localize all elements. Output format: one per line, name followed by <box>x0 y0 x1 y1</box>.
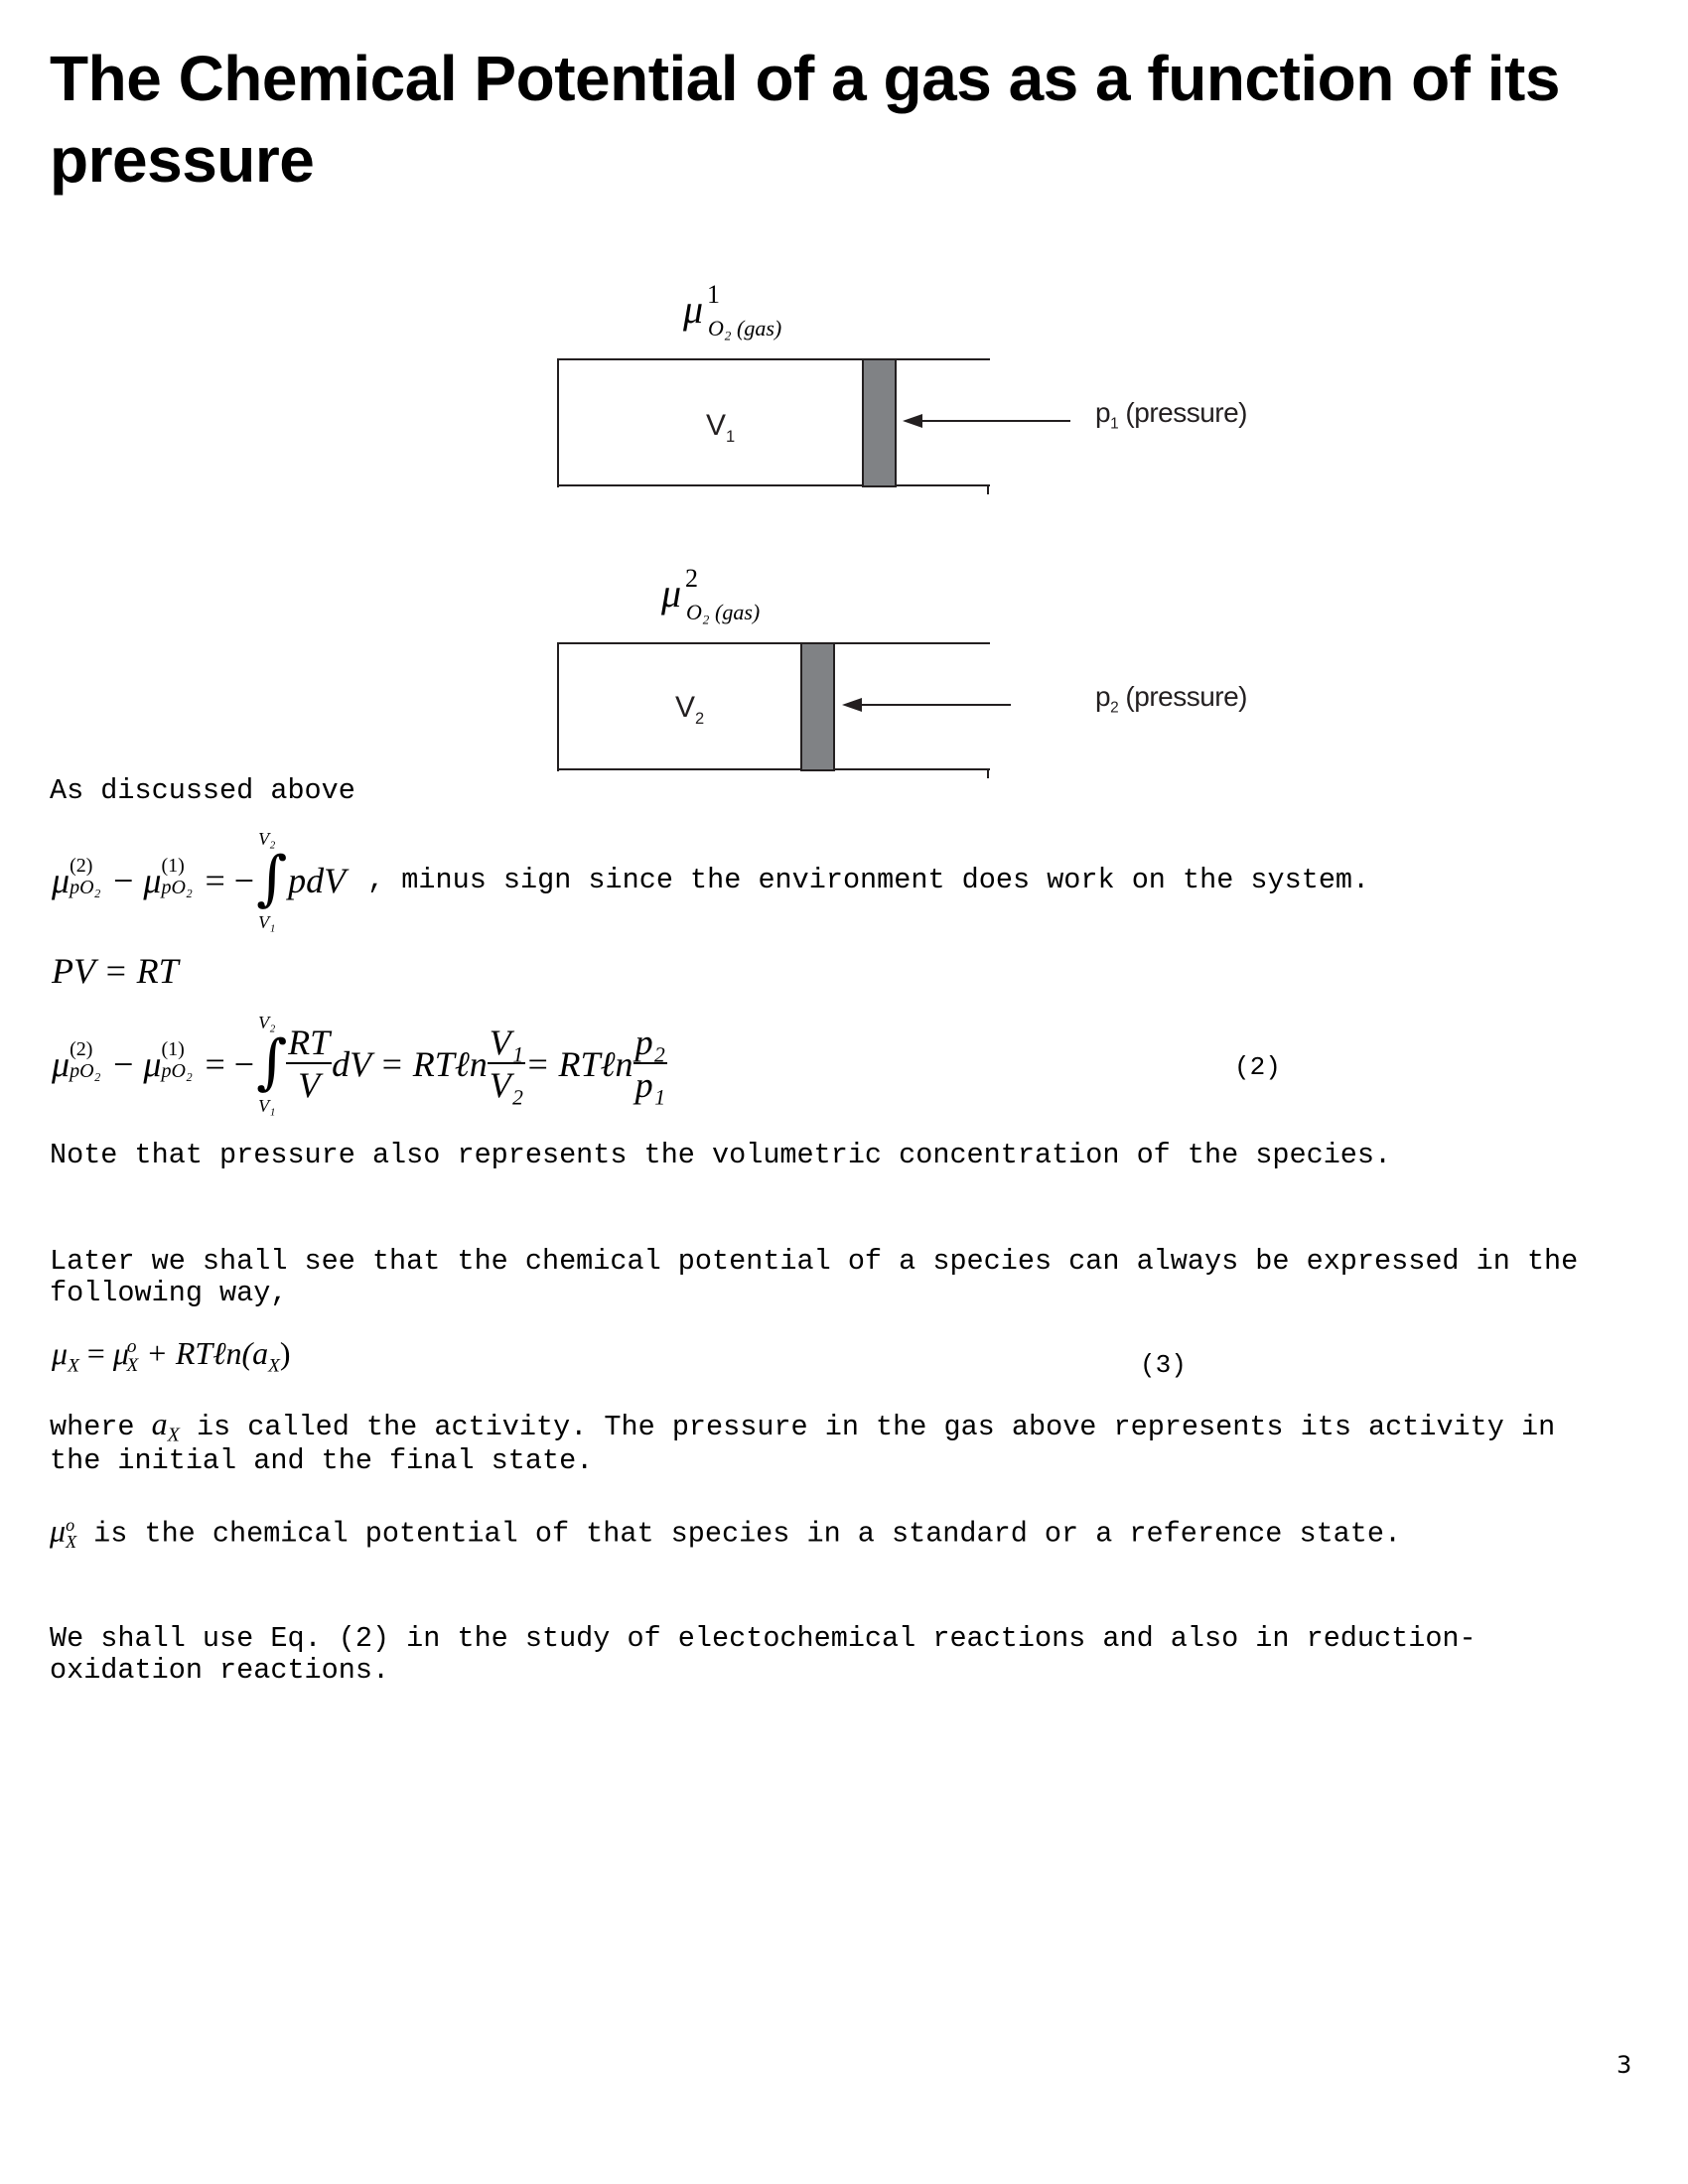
mu-indices: (1) pO₂ <box>161 1038 193 1082</box>
mu-symbol: μ <box>143 861 162 900</box>
mu-state1-symbol: μ <box>683 287 704 332</box>
final-text-line1: We shall use Eq. (2) in the study of electochemical reactions and also in reduction- <box>50 1622 1477 1655</box>
eq2-segment: dV = RTℓn <box>332 1044 488 1084</box>
note-text: Note that pressure also represents the volumetric concentration of the species. <box>50 1139 1392 1171</box>
ideal-gas-law: PV = RT <box>52 951 179 991</box>
minus-sign: − <box>113 861 134 900</box>
pressure2-arrow <box>849 704 1011 706</box>
mu-state1-superscript: 1 <box>707 280 720 309</box>
mu-state2-subscript: O₂ (gas) <box>686 600 761 624</box>
volume1-label: $V_1$ <box>706 409 736 446</box>
equals-minus: = − <box>205 861 255 900</box>
minus-sign: − <box>113 1044 134 1084</box>
integral-sign: ∫ V₂ V₁ <box>256 1013 288 1116</box>
fraction-rt-over-v: $\frac{RT}{V}$ <box>288 1023 331 1105</box>
later-text-line2: following way, <box>50 1277 288 1309</box>
pressure1-arrow <box>909 420 1070 422</box>
equation-3-number: (3) <box>1140 1350 1187 1380</box>
mu-state2-symbol: μ <box>661 571 682 615</box>
fraction-v1-over-v2: $\frac{\text{V₁}}{\text{V₂}}$ <box>489 1023 524 1105</box>
mu-symbol: μ <box>52 1044 70 1084</box>
equation-1-comment: , minus sign since the environment does work on the system. <box>367 864 1370 896</box>
standard-state-text: $\mu^o_X$ is the chemical potential of that species in a standard or a reference state. <box>50 1512 1402 1553</box>
mu-symbol: μ <box>52 861 70 900</box>
mu-indices: (2) pO₂ <box>70 855 101 898</box>
cylinder2-top-wall <box>557 642 990 644</box>
pressure1-label: $p_1$ (pressure) <box>1095 397 1248 433</box>
where-text-line2: the initial and the final state. <box>50 1444 594 1477</box>
equation-2-number: (2) <box>1234 1052 1281 1082</box>
cylinder2-end-wall <box>557 642 559 771</box>
equals-minus: = − <box>205 1044 255 1084</box>
mu-indices: (1) pO₂ <box>161 855 193 898</box>
mu-symbol: μ <box>143 1044 162 1084</box>
equation-3: $\mu_X = \mu^o_X$ + $RT\ell n(a_X)$ <box>52 1335 291 1377</box>
final-text-line2: oxidation reactions. <box>50 1654 390 1687</box>
eq2-segment: = RTℓn <box>525 1044 633 1084</box>
integral-sign: ∫ V₂ V₁ <box>256 829 288 932</box>
where-text-line1: where $a_X$ is called the activity. The pressure in the gas above represents its activity in <box>50 1406 1556 1446</box>
cylinder1-tick <box>987 484 989 494</box>
intro-text: As discussed above <box>50 774 355 807</box>
equation-1 <box>52 829 1370 932</box>
cylinder2-bottom-wall <box>557 768 990 770</box>
fraction-p2-over-p1: $\frac{\text{p₂}}{\text{p₁}}$ <box>634 1023 666 1105</box>
cylinder2-tick <box>987 768 989 778</box>
page-title: The Chemical Potential of a gas as a function of its pressure <box>50 43 1560 196</box>
mu-state1-subscript: O₂ (gas) <box>708 316 782 341</box>
pressure2-label: $p_2$ (pressure) <box>1095 681 1248 717</box>
piston1 <box>862 358 897 487</box>
volume2-label: $V_2$ <box>675 691 705 728</box>
cylinder1-top-wall <box>557 358 990 360</box>
later-text-line1: Later we shall see that the chemical potential of a species can always be expressed in the <box>50 1245 1579 1278</box>
mu-indices: (2) pO₂ <box>70 1038 101 1082</box>
mu-state2-superscript: 2 <box>685 564 698 593</box>
cylinder1-end-wall <box>557 358 559 487</box>
piston2 <box>800 642 835 771</box>
equation-2 <box>52 1015 667 1114</box>
cylinder1-bottom-wall <box>557 484 990 486</box>
page-number: 3 <box>1617 2051 1632 2079</box>
integrand: pdV <box>288 861 347 900</box>
